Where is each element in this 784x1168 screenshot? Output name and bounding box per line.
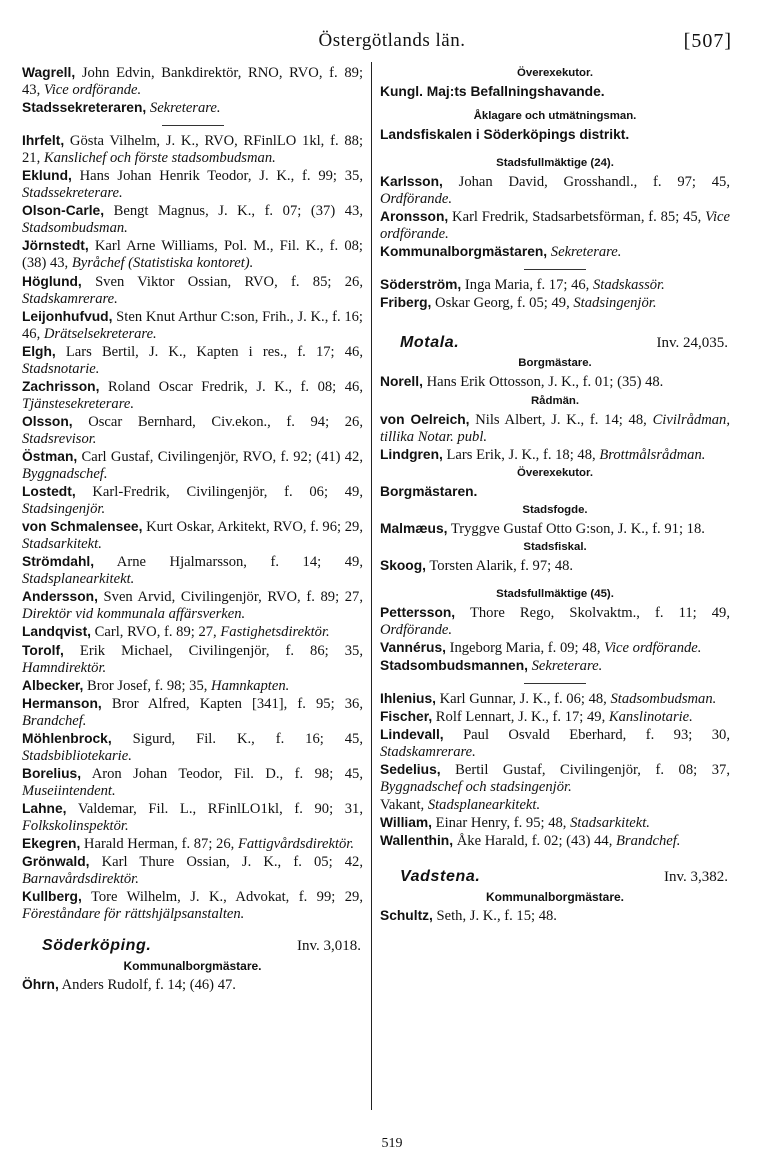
entries-group (380, 814, 730, 850)
person-details: Karl Gunnar, J. K., f. 06; 48, (435, 690, 611, 707)
section-heading: Borgmästare. (518, 357, 592, 370)
person-details: Åke Harald, f. 02; (43) 44, (453, 833, 616, 850)
section-heading: Stadsfogde. (522, 503, 588, 516)
person-name: Lindevall, (380, 727, 444, 743)
person-details: Oscar Bernhard, Civ.ekon., f. 94; 26, (72, 413, 363, 430)
person-name: Möhlenbrock, (22, 730, 112, 746)
person-title: Stadsnotarie. (22, 360, 100, 377)
person-details: Arne Hjalmarsson, f. 14; 49, (94, 554, 363, 571)
directory-entry (22, 695, 363, 730)
section-heading: Åklagare och utmätningsman. (473, 110, 637, 123)
person-name: Karlsson, (380, 174, 443, 190)
directory-entry (22, 553, 363, 588)
entries-group (380, 796, 730, 814)
person-details: Harald Herman, f. 87; 26, (80, 836, 238, 853)
person-name: Höglund, (22, 273, 82, 289)
directory-entry (380, 726, 730, 761)
person-name: Andersson, (22, 589, 98, 605)
person-details: Seth, J. K., f. 15; 48. (432, 908, 557, 925)
column-divider (371, 62, 372, 1110)
section-rule (524, 683, 586, 684)
directory-entry (22, 64, 363, 99)
directory-entry (380, 604, 730, 639)
person-title: Stadsbibliotekarie. (22, 747, 132, 764)
person-details: Roland Oscar Fredrik, J. K., f. 08; 46, (99, 378, 363, 395)
entries-group (380, 690, 730, 796)
person-name: Olsson, (22, 413, 73, 429)
person-details: Sten Knut Arthur C:son, Frih., J. K., f. 16; 46, (22, 308, 363, 342)
person-name: Elgh, (22, 343, 56, 359)
directory-entry (380, 639, 730, 657)
person-details: Thore Rego, Skolvaktm., f. 11; 49, (455, 604, 730, 621)
text-line (380, 483, 730, 501)
directory-entry (380, 761, 730, 796)
person-name: Strömdahl, (22, 554, 95, 570)
person-details: Einar Henry, f. 95; 48, (432, 815, 571, 832)
town-name: Vadstena. (400, 868, 481, 886)
directory-entry (380, 208, 730, 243)
person-title: Stadsombudsman. (610, 690, 717, 707)
person-name: Kullberg, (22, 889, 82, 905)
directory-entry (380, 520, 730, 538)
person-title: Stadsarkitekt. (570, 815, 650, 832)
directory-entry (22, 765, 363, 800)
directory-entry (22, 518, 363, 553)
town-heading-row (380, 868, 730, 886)
directory-entry (380, 796, 730, 814)
person-name: Östman, (22, 448, 78, 464)
person-details: Lars Erik, J. K., f. 18; 48, (442, 446, 600, 463)
person-title: Vice ordförande. (604, 639, 702, 656)
person-details: Nils Albert, J. K., f. 14; 48, (469, 411, 653, 428)
person-details: Karl Arne Williams, Pol. M., Fil. K., f. 08; (38) 43, (22, 238, 363, 272)
directory-entry (22, 835, 363, 853)
person-details: Sven Arvid, Civilingenjör, RVO, f. 89; 27, (97, 589, 363, 606)
person-details: Erik Michael, Civilingenjör, f. 86; 35, (63, 642, 363, 659)
person-name: Öhrn, (22, 977, 59, 993)
person-title: Barnavårdsdirektör. (22, 871, 139, 888)
directory-entry (380, 446, 730, 464)
section-heading: Stadsfullmäktige (45). (496, 587, 614, 600)
directory-entry (22, 677, 363, 695)
person-name: Zachrisson, (22, 378, 100, 394)
person-details: Johan David, Grosshandl., f. 97; 45, (442, 174, 730, 191)
person-title: Sekreterare. (531, 657, 603, 674)
person-details: John Edvin, Bankdirektör, RNO, RVO, f. 89; 43, (22, 65, 363, 99)
person-title: Ordförande. (380, 191, 453, 208)
page-header (0, 30, 784, 56)
person-details: Tore Wilhelm, J. K., Advokat, f. 99; 29, (81, 889, 363, 906)
person-title: Vice ordförande. (43, 82, 142, 99)
directory-entry (22, 343, 363, 378)
directory-entry (22, 448, 363, 483)
entries-group (380, 557, 730, 575)
person-details: Ingeborg Maria, f. 09; 48, (445, 639, 605, 656)
section-heading: Överexekutor. (517, 67, 593, 79)
person-title: Stadsingenjör. (573, 295, 657, 312)
person-name: Malmæus, (380, 520, 448, 536)
directory-entry (380, 557, 730, 575)
person-details: Carl Gustaf, Civilingenjör, RVO, f. 92; (41) 42, (77, 448, 363, 465)
person-details: Karl-Fredrik, Civilingenjör, f. 06; 49, (75, 484, 363, 501)
directory-entry (22, 888, 363, 923)
person-title: Direktör vid kommunala affärsverken. (22, 606, 246, 623)
person-name: Lostedt, (22, 484, 76, 500)
section-heading: Kommunalborgmästare. (485, 890, 625, 905)
person-title: Stadsrevisor. (22, 430, 97, 447)
person-title: Hamnkapten. (211, 677, 290, 694)
directory-entry (380, 411, 730, 446)
person-name: William, (380, 815, 433, 831)
directory-entry (22, 642, 363, 677)
section-heading: Rådmän. (530, 394, 580, 407)
person-title: Stadskassör. (592, 277, 665, 294)
person-title: Byggnadschef och stadsingenjör. (380, 779, 572, 796)
directory-entry (380, 708, 730, 726)
directory-entry (380, 276, 730, 294)
directory-entry (22, 853, 363, 888)
population: Inv. 3,018. (296, 938, 361, 955)
directory-entry (22, 623, 363, 641)
directory-entry (22, 202, 363, 237)
person-name: Olson-Carle, (22, 203, 105, 219)
person-name: Sedelius, (380, 762, 441, 778)
person-name: Fischer, (380, 709, 433, 725)
person-name: Ihlenius, (380, 690, 436, 706)
directory-entry (380, 832, 730, 850)
directory-entry (22, 132, 363, 167)
person-details: Gösta Vilhelm, J. K., RVO, RFinlLO 1kl, f. 88; 21, (22, 133, 363, 167)
person-details: Valdemar, Fil. L., RFinlLO1kl, f. 90; 31, (66, 800, 363, 817)
section-rule (524, 269, 586, 270)
person-details: Aron Johan Teodor, Fil. D., f. 98; 45, (81, 765, 363, 782)
person-title: Museiintendent. (22, 782, 116, 799)
directory-entry (22, 167, 363, 202)
person-name: Schultz, (380, 908, 433, 924)
person-details: Anders Rudolf, f. 14; (46) 47. (58, 977, 236, 994)
person-title: Drätselsekreterare. (43, 325, 157, 342)
authority-name: Kungl. Maj:ts Befallningshavande. (380, 84, 605, 99)
entries-group (22, 976, 363, 994)
person-title: Hamndirektör. (22, 659, 107, 676)
person-title: Stadsarkitekt. (22, 536, 102, 553)
person-name: Stadsombudsmannen, (380, 657, 528, 673)
person-title: Byråchef (Statistiska kontoret). (71, 255, 254, 272)
person-details: Tryggve Gustaf Otto G:son, J. K., f. 91; 18. (447, 520, 705, 537)
person-name: Wagrell, (22, 65, 76, 80)
person-title: Fattigvårdsdirektör. (237, 836, 355, 853)
person-title: Brandchef. (22, 712, 87, 729)
person-name: Grönwald, (22, 854, 90, 870)
person-name: Kommunalborgmästaren, (380, 244, 548, 260)
person-name: Aronsson, (380, 209, 449, 225)
directory-entry (22, 483, 363, 518)
person-name: Wallenthin, (380, 833, 454, 849)
person-name: Jörnstedt, (22, 238, 89, 254)
person-name: Friberg, (380, 295, 432, 311)
text-line (380, 83, 730, 101)
directory-entry (22, 730, 363, 765)
running-title: Östergötlands län. (318, 30, 466, 51)
directory-entry (380, 814, 730, 832)
directory-entry (380, 294, 730, 312)
entries-group (380, 520, 730, 538)
person-title: Tjänstesekreterare. (22, 395, 134, 412)
person-name: Leijonhufvud, (22, 308, 113, 324)
directory-entry (22, 588, 363, 623)
person-name: Söderström, (380, 277, 462, 293)
person-details: Paul Osvald Eberhard, f. 93; 30, (443, 727, 730, 744)
directory-entry (380, 243, 730, 261)
person-name: Ekegren, (22, 836, 81, 852)
section-heading: Kommunalborgmästare. (123, 959, 262, 974)
person-title: Stadsplanearkitekt. (427, 797, 541, 814)
person-name: Borelius, (22, 765, 82, 781)
person-details: Sven Viktor Ossian, RVO, f. 85; 26, (81, 273, 363, 290)
person-name: Ihrfelt, (22, 133, 65, 149)
person-details: Bror Josef, f. 98; 35, (83, 677, 212, 694)
town-name: Motala. (400, 334, 460, 352)
entries-group (380, 276, 730, 312)
person-title: Stadskamrerare. (22, 290, 118, 307)
section-rule (162, 125, 224, 126)
entries-group (22, 132, 363, 923)
person-details: Hans Johan Henrik Teodor, J. K., f. 99; 35, (71, 168, 363, 185)
person-details: Lars Bertil, J. K., Kapten i res., f. 17; 46, (55, 343, 363, 360)
person-details: Bengt Magnus, J. K., f. 07; (37) 43, (104, 203, 363, 220)
page-number: 519 (381, 1136, 403, 1151)
person-details: Oskar Georg, f. 05; 49, (431, 295, 574, 312)
person-name: Hermanson, (22, 695, 102, 711)
population: Inv. 24,035. (656, 335, 728, 352)
person-title: Fastighetsdirektör. (220, 624, 330, 641)
text-line (380, 126, 730, 144)
person-name: Vannérus, (380, 639, 446, 655)
person-title: Sekreterare. (550, 244, 622, 261)
person-title: Vice ordförande. (380, 209, 730, 243)
person-details: Rolf Lennart, J. K., f. 17; 49, (432, 709, 609, 726)
directory-entry (22, 99, 363, 117)
person-name: Eklund, (22, 168, 72, 184)
person-name: Stadssekreteraren, (22, 100, 147, 116)
entries-group (380, 604, 730, 675)
directory-entry (380, 373, 730, 391)
person-title: Brandchef. (616, 833, 681, 850)
directory-entry (22, 413, 363, 448)
person-title: Föreståndare för rättshjälpsanstalten. (22, 906, 245, 923)
directory-entry (22, 237, 363, 272)
section-heading: Överexekutor. (517, 466, 593, 479)
person-title: Brottmålsrådman. (599, 446, 706, 463)
entries-group (380, 907, 730, 925)
directory-entry (380, 173, 730, 208)
right-column (380, 64, 730, 926)
person-details: Vakant, (380, 797, 428, 814)
person-title: Stadskamrerare. (380, 744, 476, 761)
person-title: Kanslichef och förste stadsombudsman. (43, 150, 276, 167)
section-heading: Stadsfiskal. (523, 540, 587, 553)
person-title: Ordförande. (380, 621, 453, 638)
person-details: Torsten Alarik, f. 97; 48. (426, 557, 574, 574)
directory-entry (22, 308, 363, 343)
person-title: Stadssekreterare. (22, 185, 123, 202)
person-name: Pettersson, (380, 604, 456, 620)
page-reference: [507] (683, 30, 732, 52)
person-title: Stadsingenjör. (22, 501, 106, 518)
person-title: Byggnadschef. (22, 466, 108, 483)
person-title: Civilrådman, tillika Notar. publ. (380, 411, 730, 445)
person-details: Bror Alfred, Kapten [341], f. 95; 36, (101, 695, 363, 712)
person-title: Sekreterare. (149, 100, 221, 117)
person-name: Landqvist, (22, 624, 91, 640)
authority-name: Landsfiskalen i Söderköpings distrikt. (380, 127, 630, 143)
person-details: Carl, RVO, f. 89; 27, (91, 624, 221, 641)
entries-group (380, 411, 730, 464)
person-details: Karl Thure Ossian, J. K., f. 05; 42, (89, 854, 363, 871)
person-details: Bertil Gustaf, Civilingenjör, f. 08; 37, (440, 762, 730, 779)
office-name: Borgmästaren. (380, 483, 478, 499)
population: Inv. 3,382. (663, 869, 728, 886)
person-title: Stadsplanearkitekt. (22, 571, 135, 588)
person-name: Skoog, (380, 557, 426, 573)
person-details: Hans Erik Ottosson, J. K., f. 01; (35) 48. (422, 374, 664, 391)
person-name: Lindgren, (380, 446, 443, 462)
person-details: Karl Fredrik, Stadsarbetsförman, f. 85; 45, (448, 209, 706, 226)
person-name: von Oelreich, (380, 411, 470, 427)
entries-group (380, 173, 730, 261)
town-name: Söderköping. (42, 937, 152, 955)
directory-entry (22, 378, 363, 413)
left-column (22, 64, 363, 994)
directory-entry (22, 976, 363, 994)
person-name: Lahne, (22, 800, 67, 816)
person-details: Inga Maria, f. 17; 46, (461, 277, 593, 294)
town-heading-row (380, 334, 730, 352)
person-title: Kanslinotarie. (608, 709, 693, 726)
directory-entry (22, 273, 363, 308)
entries-group (380, 373, 730, 391)
directory-entry (22, 800, 363, 835)
section-heading: Stadsfullmäktige (24). (496, 157, 614, 170)
person-details: Kurt Oskar, Arkitekt, RVO, f. 96; 29, (142, 519, 363, 536)
person-title: Folkskolinspektör. (22, 817, 129, 834)
person-details: Sigurd, Fil. K., f. 16; 45, (111, 730, 363, 747)
person-name: Torolf, (22, 642, 64, 658)
directory-entry (380, 907, 730, 925)
directory-entry (380, 657, 730, 675)
person-name: Norell, (380, 374, 423, 390)
entries-group (22, 64, 363, 117)
directory-entry (380, 690, 730, 708)
person-title: Stadsombudsman. (22, 220, 128, 237)
person-name: von Schmalensee, (22, 519, 143, 535)
person-name: Albecker, (22, 677, 84, 693)
town-heading-row (22, 937, 363, 955)
